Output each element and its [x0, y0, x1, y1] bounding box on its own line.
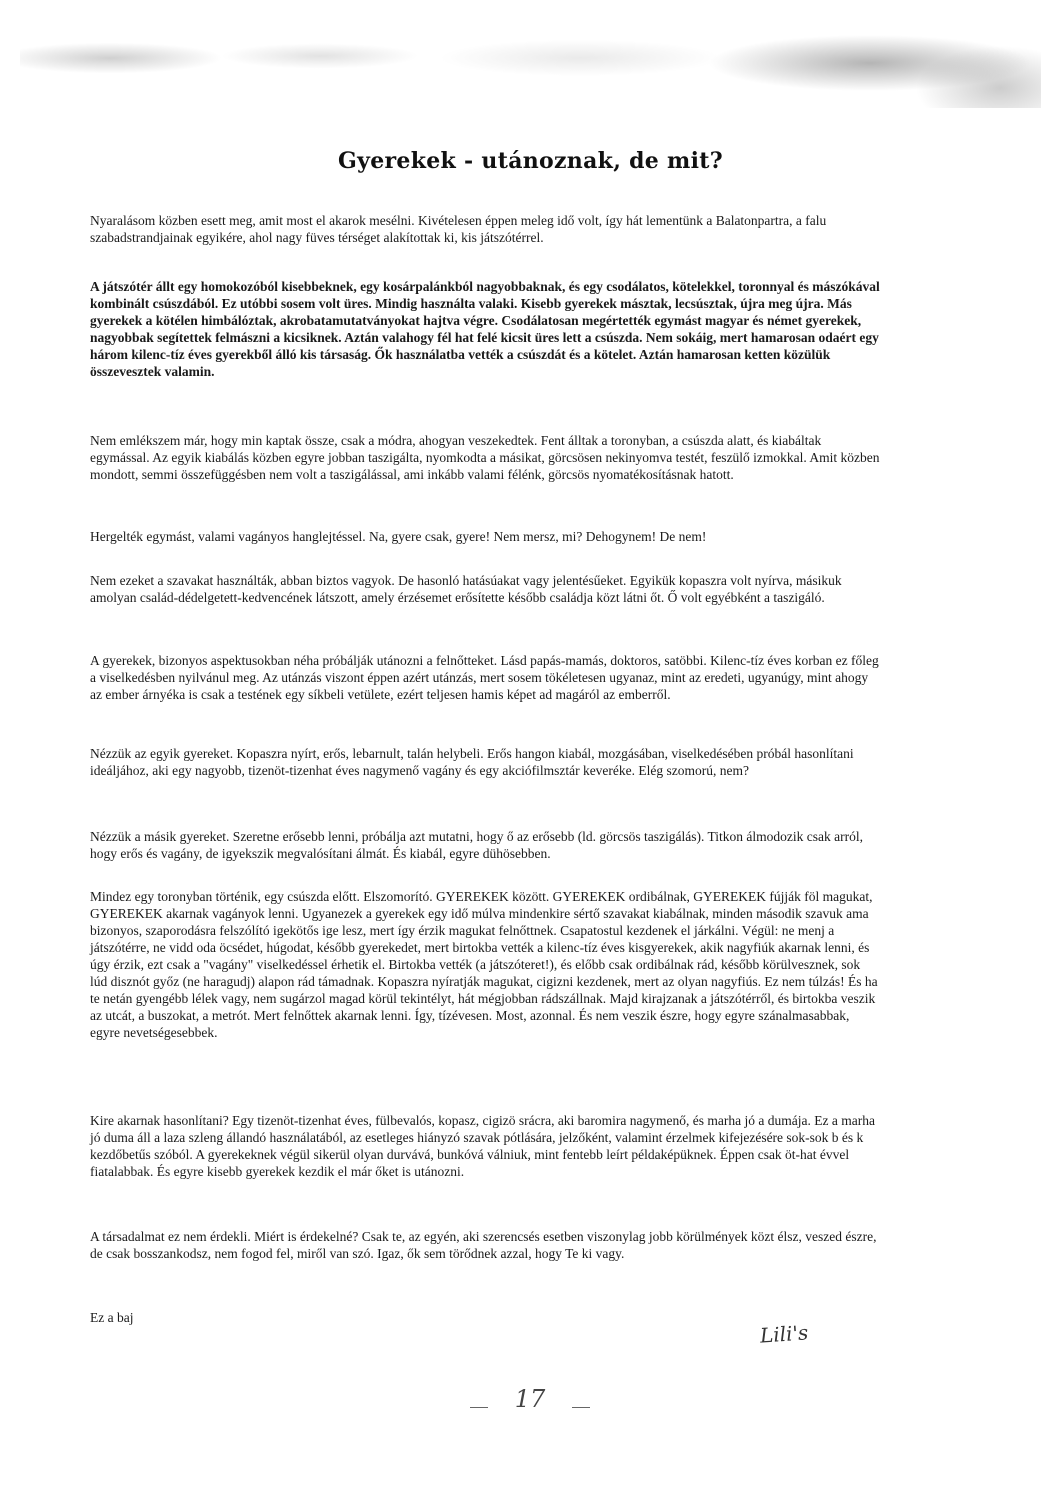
paragraph-3: Nem emlékszem már, hogy min kaptak össze, csak a módra, ahogyan veszekedtek. Fent álltak a toronyban, a csúszda alatt, és kiabáltak egymással. Az egyik kiabálás közben egyre jobban taszigálta, nyomkodta a másikat, görcsösen nekinyomva testét, feszülő izmokkal. Amit közben mondott, semmi összefüggésben nem volt a taszigálással, ami inkább valami félénk, görcsös nyomatékosításnak hatott.	[90, 433, 880, 482]
paragraph-7: Nézzük az egyik gyereket. Kopaszra nyírt, erős, lebarnult, talán helybeli. Erős hangon kiabál, mozgásában, viselkedésében próbál hasonlítani ideáljához, aki egy nagyobb, tizenöt-tizenhat éves nagymenő vagány és egy akciófilmsztár keveréke. Elég szomorú, nem?	[90, 746, 854, 778]
page-title: Gyerekek - utánoznak, de mit?	[338, 148, 723, 174]
paragraph-1: Nyaralásom közben esett meg, amit most el akarok mesélni. Kivételesen éppen meleg idő volt, így hát lementünk a Balatonpartra, a falu szabadstrandjainak egyikére, ahol nagy füves térséget alakítottak ki, kis játszótérrel.	[90, 213, 827, 245]
paragraph-10: Kire akarnak hasonlítani? Egy tizenöt-tizenhat éves, fülbevalós, kopasz, cigizö srácra, aki baromira nagymenő, és marha jó a dumája. Ez a marha jó duma áll a laza szleng állandó használatából, az esetleges hiányzó szavak pótlására, jelzőként, valamint érzelmek kifejezésére sok-sok b és k kezdőbetűs szóból. A gyerekeknek végül sikerül olyan durvává, bunkóvá válniuk, mint fentebb leírt példaképüknek. Éppen csak öt-hat évvel fiatalabbak. És egyre kisebb gyerekek kezdik el már őket is utánozni.	[90, 1113, 875, 1179]
handwritten-signature: Lili's	[759, 1320, 810, 1348]
paragraph-9: Mindez egy toronyban történik, egy csúszda előtt. Elszomorító. GYEREKEK között. GYEREKEK ordibálnak, GYEREKEK fújják föl magukat, GYEREKEK akarnak vagányok lenni. Ugyanezek a gyerekek egy idő múlva mindenkire sértő szavakat kiabálnak, minden második szavuk ama bizonyos, szaporodásra felszólító igekötős ige lesz, mert így érzik magukat felnőttnek. Csapatostul kezdenek el járkálni. Végül: ne menj a játszótérre, ne vidd oda öcsédet, húgodat, később gyerekedet, mert birtokba vették a kilenc-tíz éves kisgyerekek, akik nagyfiúk akarnak lenni, és úgy érzik, ezt csak a "vagány" viselkedéssel érhetik el. Birtokba vették (a játszóteret!), és előbb csak ordibálnak rád, később körülvesznek, sok lúd disznót győz (ne haragudj) alapon rád támadnak. Kopaszra nyíratják magukat, cigizni kezdenek, mert az olyan nagyfiús. Ez nem túlzás! És ha te netán gyengébb lélek vagy, nem sugárzol magad körül tekintélyt, hát mégjobban rádszállnak. Majd kirajzanak a játszótérről, és birtokba veszik az utcát, a buszokat, a metrót. Mert felnőttek akarnak lenni. Így, tízévesen. Most, azonnal. És nem veszik észre, hogy egyre szánalmasabbak, egyre nevetségesebbek.	[90, 889, 878, 1040]
closing-line: Ez a baj	[90, 1310, 134, 1325]
paragraph-6: A gyerekek, bizonyos aspektusokban néha próbálják utánozni a felnőtteket. Lásd papás-mamás, doktoros, satöbbi. Kilenc-tíz éves korban ez főleg a viselkedésben nyilvánul meg. Az utánzás viszont éppen azért utánzás, mert sosem tökéletesen ugyanaz, mint az eredeti, ugyanúgy, mint ahogy az ember árnyéka is csak a testének egy síkbeli vetülete, ezért teljesen hamis képet ad magáról az emberről.	[90, 653, 879, 702]
scan-noise	[20, 18, 1041, 108]
paragraph-11: A társadalmat ez nem érdekli. Miért is érdekelné? Csak te, az egyén, aki szerencsés esetben viszonylag jobb körülmények közt élsz, veszed észre, de csak bosszankodsz, nem fogod fel, miről van szó. Igaz, ők sem törődnek azzal, hogy Te ki vagy.	[90, 1229, 877, 1261]
page-number: 17	[470, 1385, 590, 1413]
paragraph-2: A játszótér állt egy homokozóból kisebbeknek, egy kosárpalánkból nagyobbaknak, és egy csodálatos, kötelekkel, toronnyal és mászókával kombinált csúszdából. Ez utóbbi sosem volt üres. Mindig használta valaki. Kisebb gyerekek másztak, lecsúsztak, újra meg újra. Más gyerekek a kötélen himbálóztak, akrobatamutatványokat hajtva végre. Csodálatosan megértették egymást magyar és német gyerekek, nagyobbak segítettek felmászni a kicsiknek. Aztán valahogy fél hat felé kicsit üres lett a csúszda. Nem sokáig, mert hamarosan odaért egy három kilenc-tíz éves gyerekből álló kis társaság. Ők használatba vették a csúszdát és a kötelet. Aztán hamarosan ketten közülük összevesztek valamin.	[90, 279, 880, 379]
paragraph-5: Nem ezeket a szavakat használták, abban biztos vagyok. De hasonló hatásúakat vagy jelentésűeket. Egyikük kopaszra volt nyírva, másikuk amolyan család-dédelgetett-kedvencének látszott, amely érzésemet erősítette később családja közt látni őt. Ő volt egyébként a taszigáló.	[90, 573, 842, 605]
paragraph-4: Hergelték egymást, valami vagányos hanglejtéssel. Na, gyere csak, gyere! Nem mersz, mi? Dehogynem! De nem!	[90, 529, 707, 544]
paragraph-8: Nézzük a másik gyereket. Szeretne erősebb lenni, próbálja azt mutatni, hogy ő az erősebb (ld. görcsös taszigálás). Titkon álmodozik csak arról, hogy erős és vagány, de igyekszik megvalósítani álmát. És kiabál, egyre dühösebben.	[90, 829, 864, 861]
